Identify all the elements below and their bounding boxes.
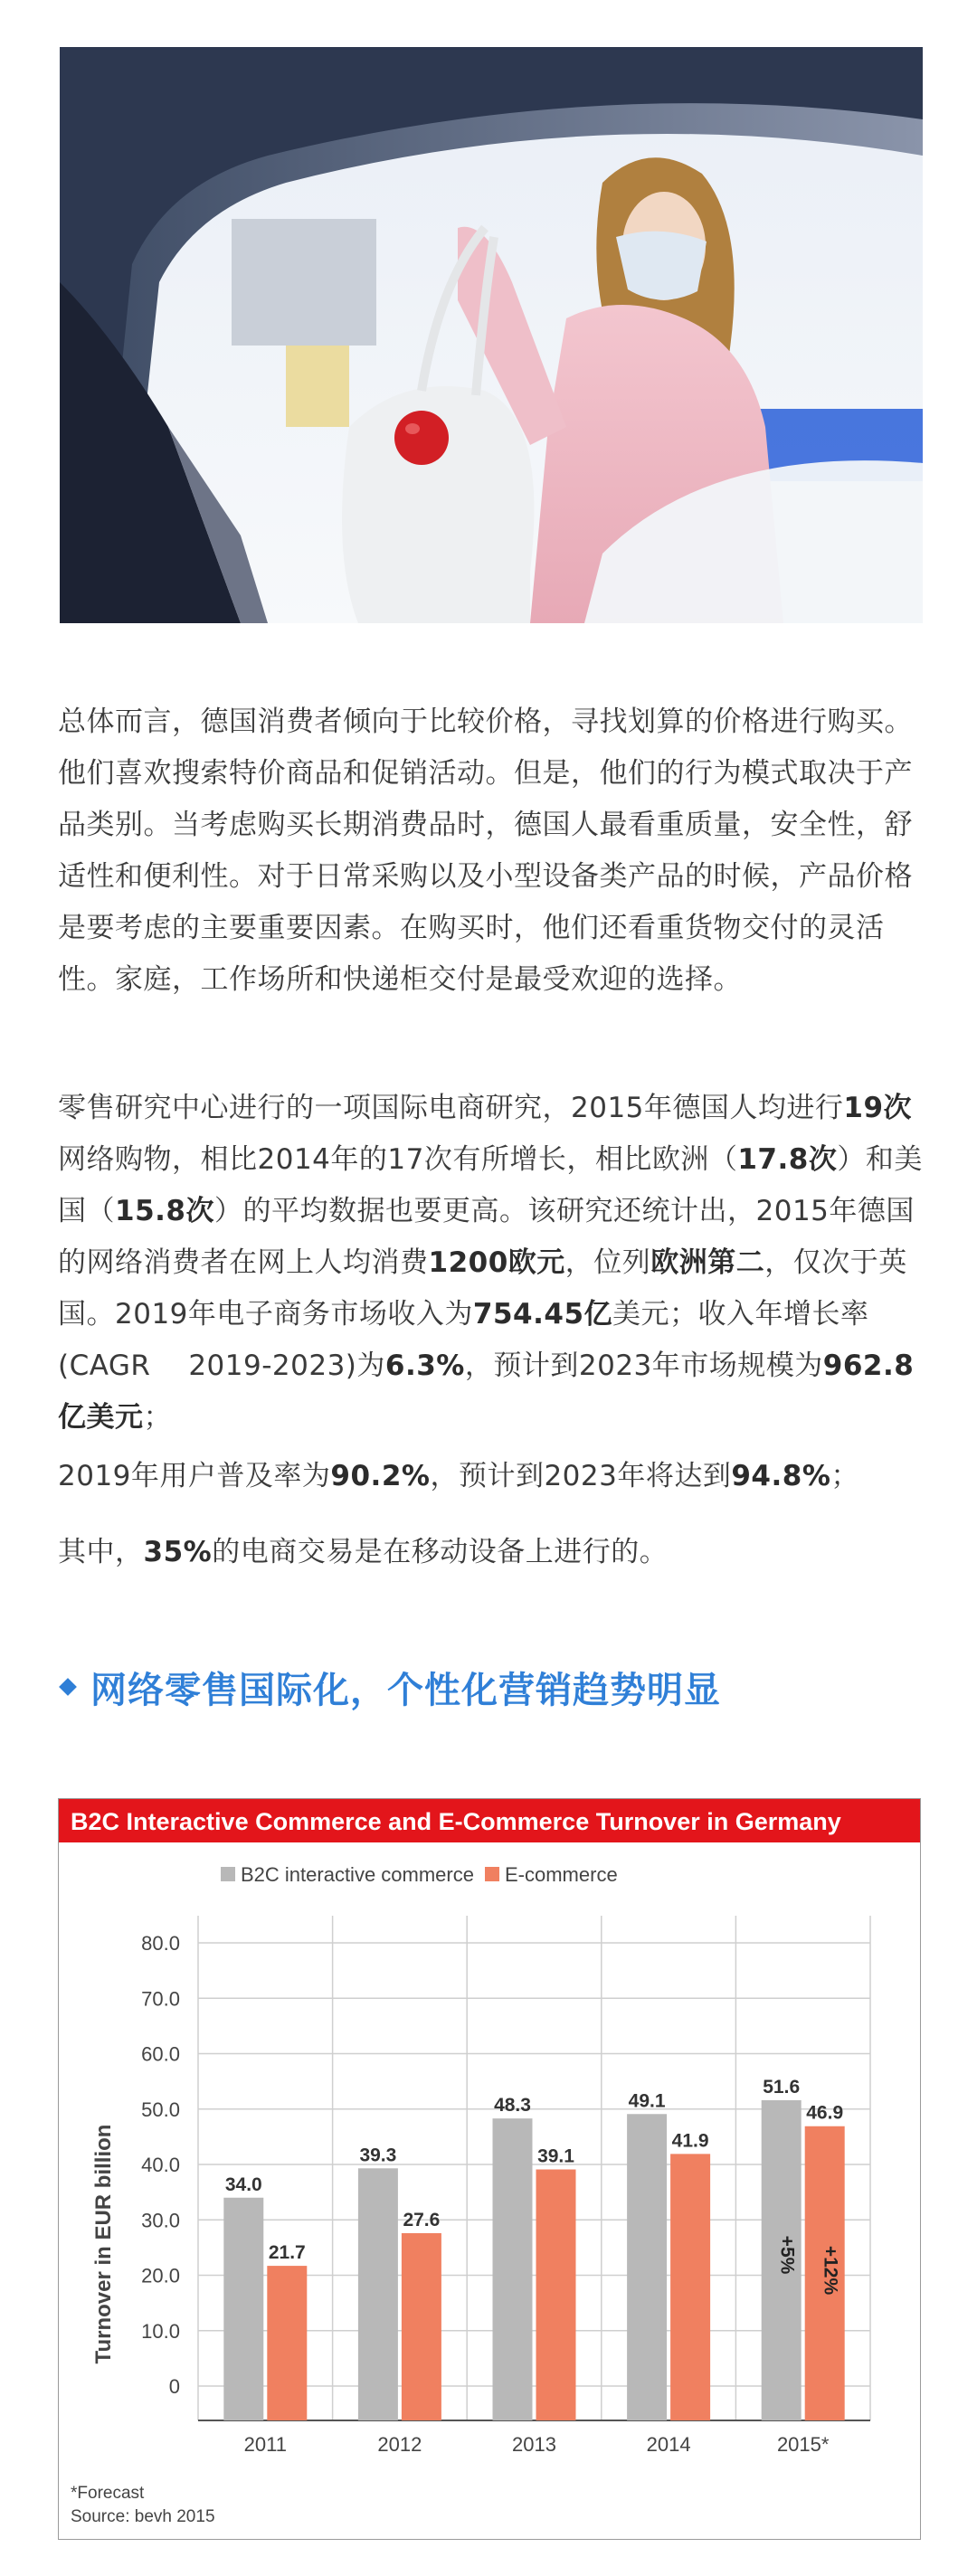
- chart-source: Source: bevh 2015: [71, 2507, 215, 2526]
- highlight-purchases-2015: 19次: [843, 1092, 913, 1124]
- data-label-ecommerce: 39.1: [537, 2145, 574, 2167]
- y-tick-label: 0: [168, 2375, 180, 2398]
- highlight-us-avg: 15.8次: [115, 1195, 214, 1227]
- data-label-ecommerce: 41.9: [671, 2130, 709, 2152]
- text-span: ，仅次于英国。2019年电子商务市场收入为: [58, 1246, 907, 1331]
- y-tick-label: 60.0: [141, 2042, 180, 2066]
- data-label-b2c: 49.1: [628, 2090, 666, 2112]
- chart-title: B2C Interactive Commerce and E-Commerce Turnover in Germany: [71, 1808, 841, 1835]
- bar-b2c: [493, 2118, 533, 2420]
- x-tick-label: 2013: [512, 2433, 556, 2456]
- x-tick-label: 2014: [646, 2433, 691, 2456]
- turnover-chart: [58, 1798, 921, 2540]
- y-tick-label: 10.0: [141, 2319, 180, 2343]
- penetration-paragraph: [58, 1451, 923, 1502]
- y-tick-label: 80.0: [141, 1932, 180, 1955]
- text-span: ，预计到2023年将达到: [430, 1460, 732, 1492]
- legend-label-b2c: B2C interactive commerce: [241, 1863, 474, 1886]
- legend-swatch-ecommerce: [485, 1867, 499, 1881]
- text-span: 的电商交易是在移动设备上进行的。: [212, 1536, 669, 1568]
- bar-b2c: [358, 2168, 398, 2420]
- chart-footnote: *Forecast: [71, 2484, 145, 2503]
- highlight-penetration-2019: 90.2%: [330, 1460, 431, 1492]
- growth-annotation: +5%: [776, 2235, 798, 2275]
- legend-swatch-b2c: [221, 1867, 235, 1881]
- legend-label-ecommerce: E-commerce: [505, 1863, 618, 1886]
- bar-b2c: [627, 2114, 667, 2420]
- data-label-b2c: 34.0: [224, 2174, 262, 2195]
- text-span: 零售研究中心进行的一项国际电商研究，2015年德国人均进行: [58, 1092, 844, 1124]
- x-tick-label: 2015*: [776, 2433, 830, 2456]
- text-span: 美元；收入年增长率(CAGR 2019-2023)为: [58, 1298, 869, 1382]
- x-tick-label: 2012: [377, 2433, 422, 2456]
- text-span: 2019年用户普及率为: [58, 1460, 331, 1492]
- highlight-mobile-share: 35%: [143, 1536, 213, 1568]
- bar-ecommerce: [536, 2170, 576, 2420]
- y-tick-label: 30.0: [141, 2209, 180, 2232]
- highlight-spend-per-capita: 1200欧元: [428, 1246, 565, 1279]
- diamond-bullet-icon: [59, 1678, 77, 1696]
- y-tick-label: 70.0: [141, 1987, 180, 2011]
- bar-ecommerce: [670, 2154, 710, 2420]
- highlight-rank-europe: 欧洲第二: [650, 1246, 765, 1279]
- data-label-ecommerce: 27.6: [403, 2209, 441, 2230]
- text-span: ；: [143, 1401, 172, 1434]
- highlight-cagr: 6.3%: [384, 1350, 465, 1382]
- highlight-europe-avg: 17.8次: [737, 1143, 838, 1176]
- intro-paragraph-text: 总体而言，德国消费者倾向于比较价格，寻找划算的价格进行购买。他们喜欢搜索特价商品和促销活动。但是，他们的行为模式取决于产品类别。当考虑购买长期消费品时，德国人最看重质量，安全性，舒适性和便利性。对于日常采购以及小型设备类产品的时候，产品价格是要考虑的主要重要因素。在购买时，他们还看重货物交付的灵活性。家庭，工作场所和快递柜交付是最受欢迎的选择。: [58, 706, 913, 996]
- section-heading-text: 网络零售国际化，个性化营销趋势明显: [90, 1669, 721, 1711]
- highlight-penetration-2023: 94.8%: [731, 1460, 831, 1492]
- section-heading: [56, 1660, 921, 1714]
- data-label-b2c: 51.6: [763, 2076, 801, 2098]
- text-span: ）和美国（: [58, 1143, 923, 1227]
- text-span: ，位列: [564, 1246, 651, 1279]
- text-span: 网络购物，相比2014年的17次有所增长，相比欧洲（: [58, 1143, 738, 1176]
- x-tick-label: 2011: [243, 2433, 287, 2456]
- y-tick-label: 20.0: [141, 2264, 180, 2287]
- text-span: 其中，: [58, 1536, 144, 1568]
- data-label-ecommerce: 46.9: [806, 2102, 844, 2124]
- data-label-ecommerce: 21.7: [268, 2242, 306, 2264]
- data-label-b2c: 48.3: [494, 2095, 531, 2117]
- highlight-revenue-2019: 754.45亿: [472, 1298, 613, 1331]
- growth-annotation: +12%: [820, 2245, 841, 2296]
- y-axis-title: Turnover in EUR billion: [91, 2124, 116, 2364]
- highlight-market-2023: 962.8亿美元: [58, 1350, 915, 1434]
- intro-paragraph: [58, 696, 923, 1006]
- y-tick-label: 40.0: [141, 2154, 180, 2176]
- bar-ecommerce: [402, 2233, 441, 2420]
- bar-b2c: [223, 2198, 263, 2420]
- mobile-paragraph: [58, 1527, 923, 1578]
- woman-with-shopping-bag-photo: [60, 47, 923, 623]
- y-tick-label: 50.0: [141, 2098, 180, 2121]
- text-span: ，预计到2023年市场规模为: [464, 1350, 823, 1382]
- bar-ecommerce: [267, 2266, 307, 2420]
- data-label-b2c: 39.3: [359, 2145, 397, 2166]
- study-paragraph: [58, 1083, 923, 1444]
- turnover-chart-svg: [58, 1798, 921, 2540]
- text-span: ）的平均数据也要更高。该研究还统计出，2015年德国的网络消费者在网上人均消费: [58, 1195, 915, 1279]
- text-span: ；: [830, 1460, 859, 1492]
